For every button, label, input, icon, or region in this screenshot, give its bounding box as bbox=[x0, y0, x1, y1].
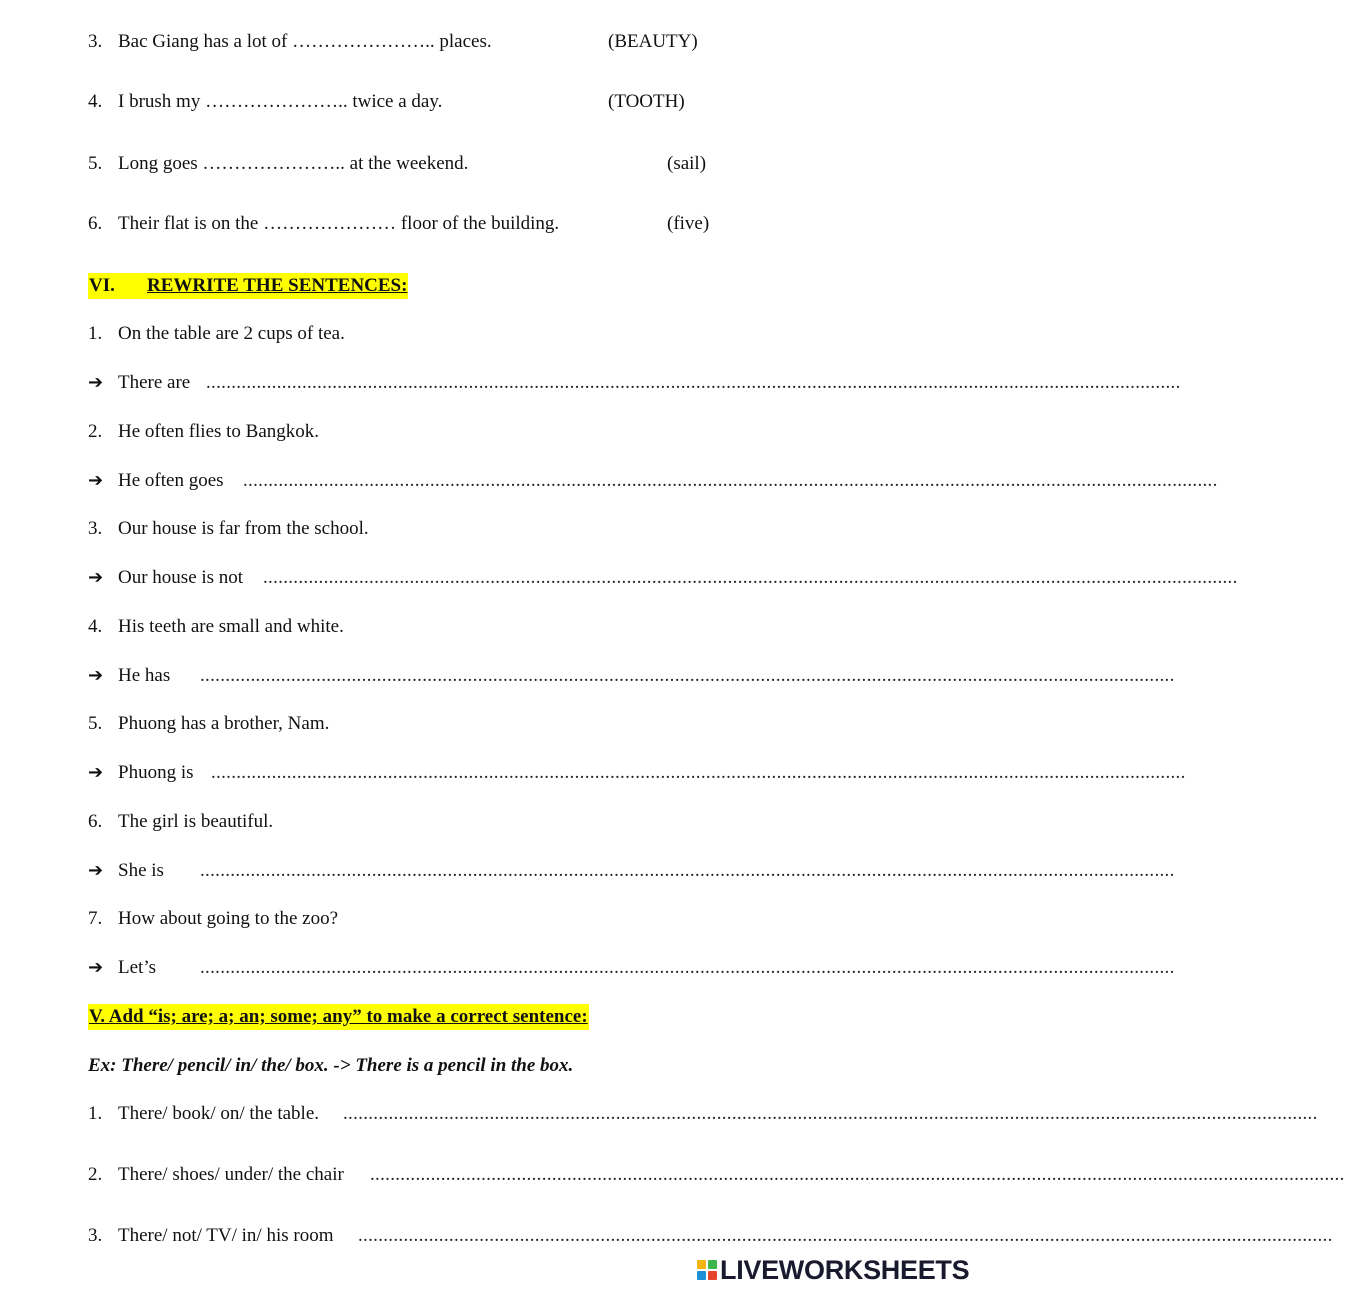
answer-blank[interactable]: ................................................................................................................................................................................................. bbox=[211, 762, 1186, 783]
item-text: Long goes ………………….. at the weekend. bbox=[118, 153, 469, 174]
item-number: 5. bbox=[88, 713, 103, 734]
arrow-right-icon: ➔ bbox=[88, 372, 104, 393]
arrow-right-icon: ➔ bbox=[88, 957, 104, 978]
sentence-text: He often flies to Bangkok. bbox=[118, 421, 320, 442]
item-number: 4. bbox=[88, 91, 103, 112]
item-number: 1. bbox=[88, 1103, 103, 1124]
logo-square bbox=[708, 1260, 717, 1269]
item-number: 3. bbox=[88, 31, 103, 52]
word-formation-item-6 bbox=[88, 212, 559, 236]
rewrite-answer-6 bbox=[88, 859, 1175, 883]
word-formation-item-5 bbox=[88, 152, 468, 176]
arrow-right-icon: ➔ bbox=[88, 665, 104, 686]
rewrite-answer-5 bbox=[88, 761, 1186, 785]
item-text: There/ book/ on/ the table. bbox=[118, 1103, 320, 1124]
item-number: 1. bbox=[88, 323, 103, 344]
item-number: 6. bbox=[88, 213, 103, 234]
word-clue: (BEAUTY) bbox=[608, 31, 698, 52]
item-text: There/ not/ TV/ in/ his room bbox=[118, 1225, 334, 1246]
sentence-text: Phuong has a brother, Nam. bbox=[118, 713, 330, 734]
answer-prefix: Our house is not bbox=[118, 567, 244, 588]
answer-blank[interactable]: ................................................................................................................................................................................................. bbox=[358, 1225, 1333, 1246]
section-vi-heading bbox=[88, 273, 408, 299]
word-clue: (sail) bbox=[667, 153, 707, 174]
answer-blank[interactable]: ................................................................................................................................................................................................. bbox=[200, 860, 1175, 881]
answer-prefix: Phuong is bbox=[118, 762, 194, 783]
sentence-text: How about going to the zoo? bbox=[118, 908, 339, 929]
section-title: REWRITE THE SENTENCES: bbox=[147, 275, 408, 296]
item-number: 2. bbox=[88, 421, 103, 442]
arrow-right-icon: ➔ bbox=[88, 860, 104, 881]
answer-blank[interactable]: ................................................................................................................................................................................................. bbox=[370, 1164, 1345, 1185]
arrow-right-icon: ➔ bbox=[88, 567, 104, 588]
sentence-text: Our house is far from the school. bbox=[118, 518, 369, 539]
rewrite-sentence-5 bbox=[88, 712, 329, 736]
word-clue: (five) bbox=[667, 213, 710, 234]
item-text: Bac Giang has a lot of ………………….. places. bbox=[118, 31, 492, 52]
word-clue: (TOOTH) bbox=[608, 91, 685, 112]
logo-square bbox=[697, 1271, 706, 1280]
answer-prefix: There are bbox=[118, 372, 191, 393]
example-sentence: Ex: There/ pencil/ in/ the/ box. -> There is a pencil in the box. bbox=[88, 1055, 574, 1076]
arrow-right-icon: ➔ bbox=[88, 762, 104, 783]
rewrite-sentence-2 bbox=[88, 420, 319, 444]
rewrite-answer-1 bbox=[88, 371, 1181, 395]
item-number: 7. bbox=[88, 908, 103, 929]
item-text: There/ shoes/ under/ the chair bbox=[118, 1164, 344, 1185]
liveworksheets-logo[interactable] bbox=[697, 1256, 969, 1284]
item-text: I brush my ………………….. twice a day. bbox=[118, 91, 443, 112]
add-words-item-3 bbox=[88, 1224, 1333, 1248]
logo-square bbox=[697, 1260, 706, 1269]
answer-blank[interactable]: ................................................................................................................................................................................................. bbox=[243, 470, 1218, 491]
rewrite-sentence-4 bbox=[88, 615, 344, 639]
answer-prefix: Let’s bbox=[118, 957, 156, 978]
item-number: 3. bbox=[88, 518, 103, 539]
answer-blank[interactable]: ................................................................................................................................................................................................. bbox=[343, 1103, 1318, 1124]
arrow-right-icon: ➔ bbox=[88, 470, 104, 491]
rewrite-sentence-1 bbox=[88, 322, 345, 346]
add-words-item-1 bbox=[88, 1102, 1318, 1126]
logo-text: LIVEWORKSHEETS bbox=[720, 1254, 970, 1285]
logo-grid-icon bbox=[697, 1260, 717, 1280]
sentence-text: His teeth are small and white. bbox=[118, 616, 344, 637]
rewrite-answer-7 bbox=[88, 956, 1175, 980]
item-number: 5. bbox=[88, 153, 103, 174]
item-number: 2. bbox=[88, 1164, 103, 1185]
word-formation-item-3 bbox=[88, 30, 492, 54]
item-number: 4. bbox=[88, 616, 103, 637]
item-number: 3. bbox=[88, 1225, 103, 1246]
rewrite-answer-4 bbox=[88, 664, 1175, 688]
rewrite-answer-3 bbox=[88, 566, 1238, 590]
rewrite-answer-2 bbox=[88, 469, 1218, 493]
word-formation-item-4 bbox=[88, 90, 442, 114]
answer-blank[interactable]: ................................................................................................................................................................................................. bbox=[263, 567, 1238, 588]
answer-prefix: He has bbox=[118, 665, 171, 686]
section-number: VI. bbox=[89, 275, 115, 296]
sentence-text: On the table are 2 cups of tea. bbox=[118, 323, 345, 344]
answer-prefix: She is bbox=[118, 860, 164, 881]
answer-prefix: He often goes bbox=[118, 470, 224, 491]
answer-blank[interactable]: ................................................................................................................................................................................................. bbox=[200, 665, 1175, 686]
item-text: Their flat is on the ………………… floor of the building. bbox=[118, 213, 560, 234]
item-number: 6. bbox=[88, 811, 103, 832]
answer-blank[interactable]: ................................................................................................................................................................................................. bbox=[206, 372, 1181, 393]
logo-square bbox=[708, 1271, 717, 1280]
rewrite-sentence-3 bbox=[88, 517, 369, 541]
add-words-item-2 bbox=[88, 1163, 1345, 1187]
answer-blank[interactable]: ................................................................................................................................................................................................. bbox=[200, 957, 1175, 978]
rewrite-sentence-6 bbox=[88, 810, 273, 834]
rewrite-sentence-7 bbox=[88, 907, 338, 931]
section-v-heading: V. Add “is; are; a; an; some; any” to make a correct sentence: bbox=[88, 1004, 589, 1030]
sentence-text: The girl is beautiful. bbox=[118, 811, 274, 832]
